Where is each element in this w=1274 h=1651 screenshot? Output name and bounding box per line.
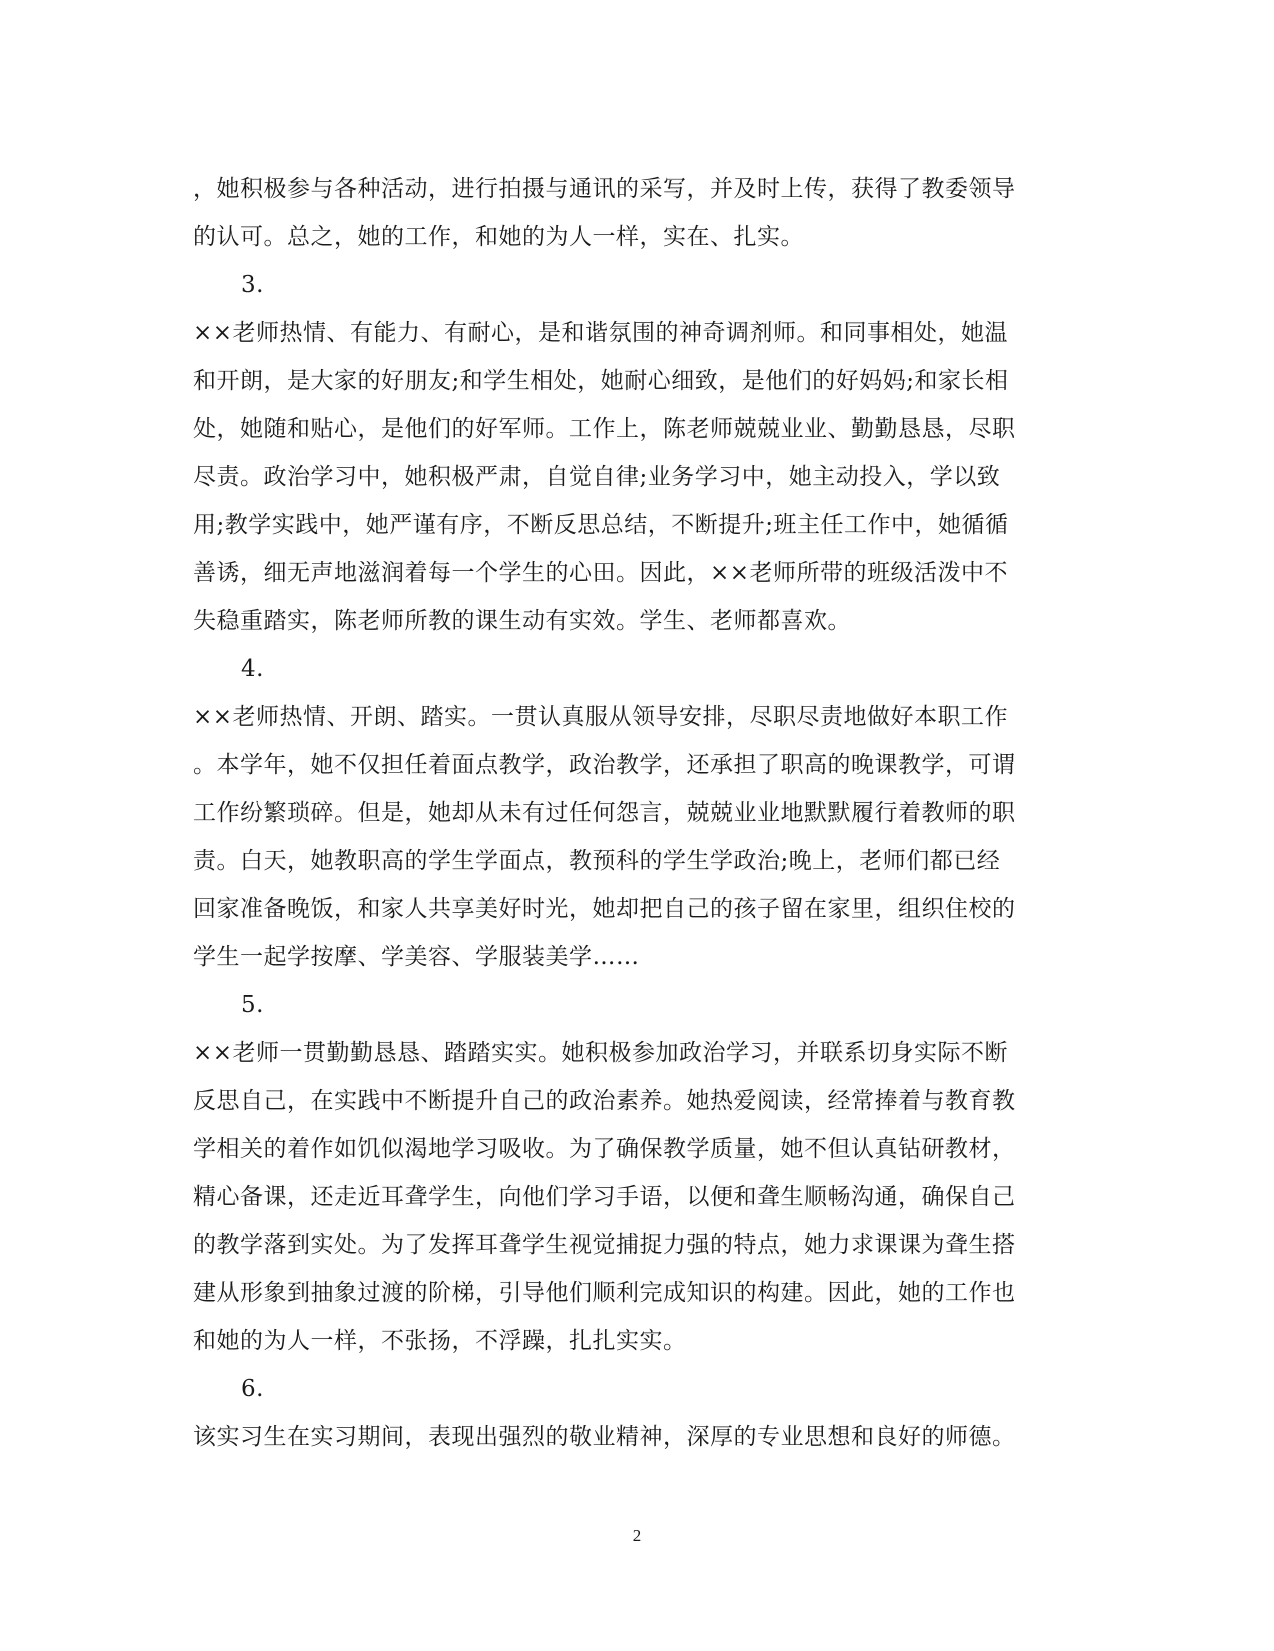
text-line: 善诱，细无声地滋润着每一个学生的心田。因此，××老师所带的班级活泼中不	[193, 560, 1009, 586]
text-line: 工作纷繁琐碎。但是，她却从未有过任何怨言，兢兢业业地默默履行着教师的职	[193, 800, 1016, 826]
text-line: 回家准备晚饭，和家人共享美好时光，她却把自己的孩子留在家里，组织住校的	[193, 896, 1016, 922]
section-number: 4.	[241, 656, 264, 682]
text-line: ，她积极参与各种活动，进行拍摄与通讯的采写，并及时上传，获得了教委领导	[193, 176, 1016, 202]
text-line: ××老师热情、有能力、有耐心，是和谐氛围的神奇调剂师。和同事相处，她温	[193, 320, 1009, 346]
text-line: 学生一起学按摩、学美容、学服装美学……	[193, 944, 640, 970]
text-line: 和开朗，是大家的好朋友;和学生相处，她耐心细致，是他们的好妈妈;和家长相	[193, 368, 1009, 394]
text-line: 尽责。政治学习中，她积极严肃，自觉自律;业务学习中，她主动投入，学以致	[193, 464, 1001, 490]
section-number: 3.	[241, 272, 264, 298]
text-line: 责。白天，她教职高的学生学面点，教预科的学生学政治;晚上，老师们都已经	[193, 848, 1001, 874]
text-line: 用;教学实践中，她严谨有序，不断反思总结，不断提升;班主任工作中，她循循	[193, 512, 1009, 538]
text-line: 反思自己，在实践中不断提升自己的政治素养。她热爱阅读，经常捧着与教育教	[193, 1088, 1016, 1114]
section-number: 5.	[241, 992, 264, 1018]
text-line: ××老师热情、开朗、踏实。一贯认真服从领导安排，尽职尽责地做好本职工作	[193, 704, 1009, 730]
text-line: 精心备课，还走近耳聋学生，向他们学习手语，以便和聋生顺畅沟通，确保自己	[193, 1184, 1016, 1210]
text-line: 学相关的着作如饥似渴地学习吸收。为了确保教学质量，她不但认真钻研教材，	[193, 1136, 1016, 1162]
document-body	[193, 165, 1073, 1461]
page-number: 2	[632, 1526, 642, 1545]
text-line: 失稳重踏实，陈老师所教的课生动有实效。学生、老师都喜欢。	[193, 608, 851, 634]
text-line: 建从形象到抽象过渡的阶梯，引导他们顺利完成知识的构建。因此，她的工作也	[193, 1280, 1016, 1306]
section-number: 6.	[241, 1376, 264, 1402]
text-line: ××老师一贯勤勤恳恳、踏踏实实。她积极参加政治学习，并联系切身实际不断	[193, 1040, 1009, 1066]
text-line: 和她的为人一样，不张扬，不浮躁，扎扎实实。	[193, 1328, 687, 1354]
text-line: 。本学年，她不仅担任着面点教学，政治教学，还承担了职高的晚课教学，可谓	[193, 752, 1016, 778]
text-line: 的认可。总之，她的工作，和她的为人一样，实在、扎实。	[193, 224, 804, 250]
text-line: 的教学落到实处。为了发挥耳聋学生视觉捕捉力强的特点，她力求课课为聋生搭	[193, 1232, 1016, 1258]
text-line: 处，她随和贴心，是他们的好军师。工作上，陈老师兢兢业业、勤勤恳恳，尽职	[193, 416, 1016, 442]
text-line: 该实习生在实习期间，表现出强烈的敬业精神，深厚的专业思想和良好的师德。	[193, 1424, 1016, 1450]
